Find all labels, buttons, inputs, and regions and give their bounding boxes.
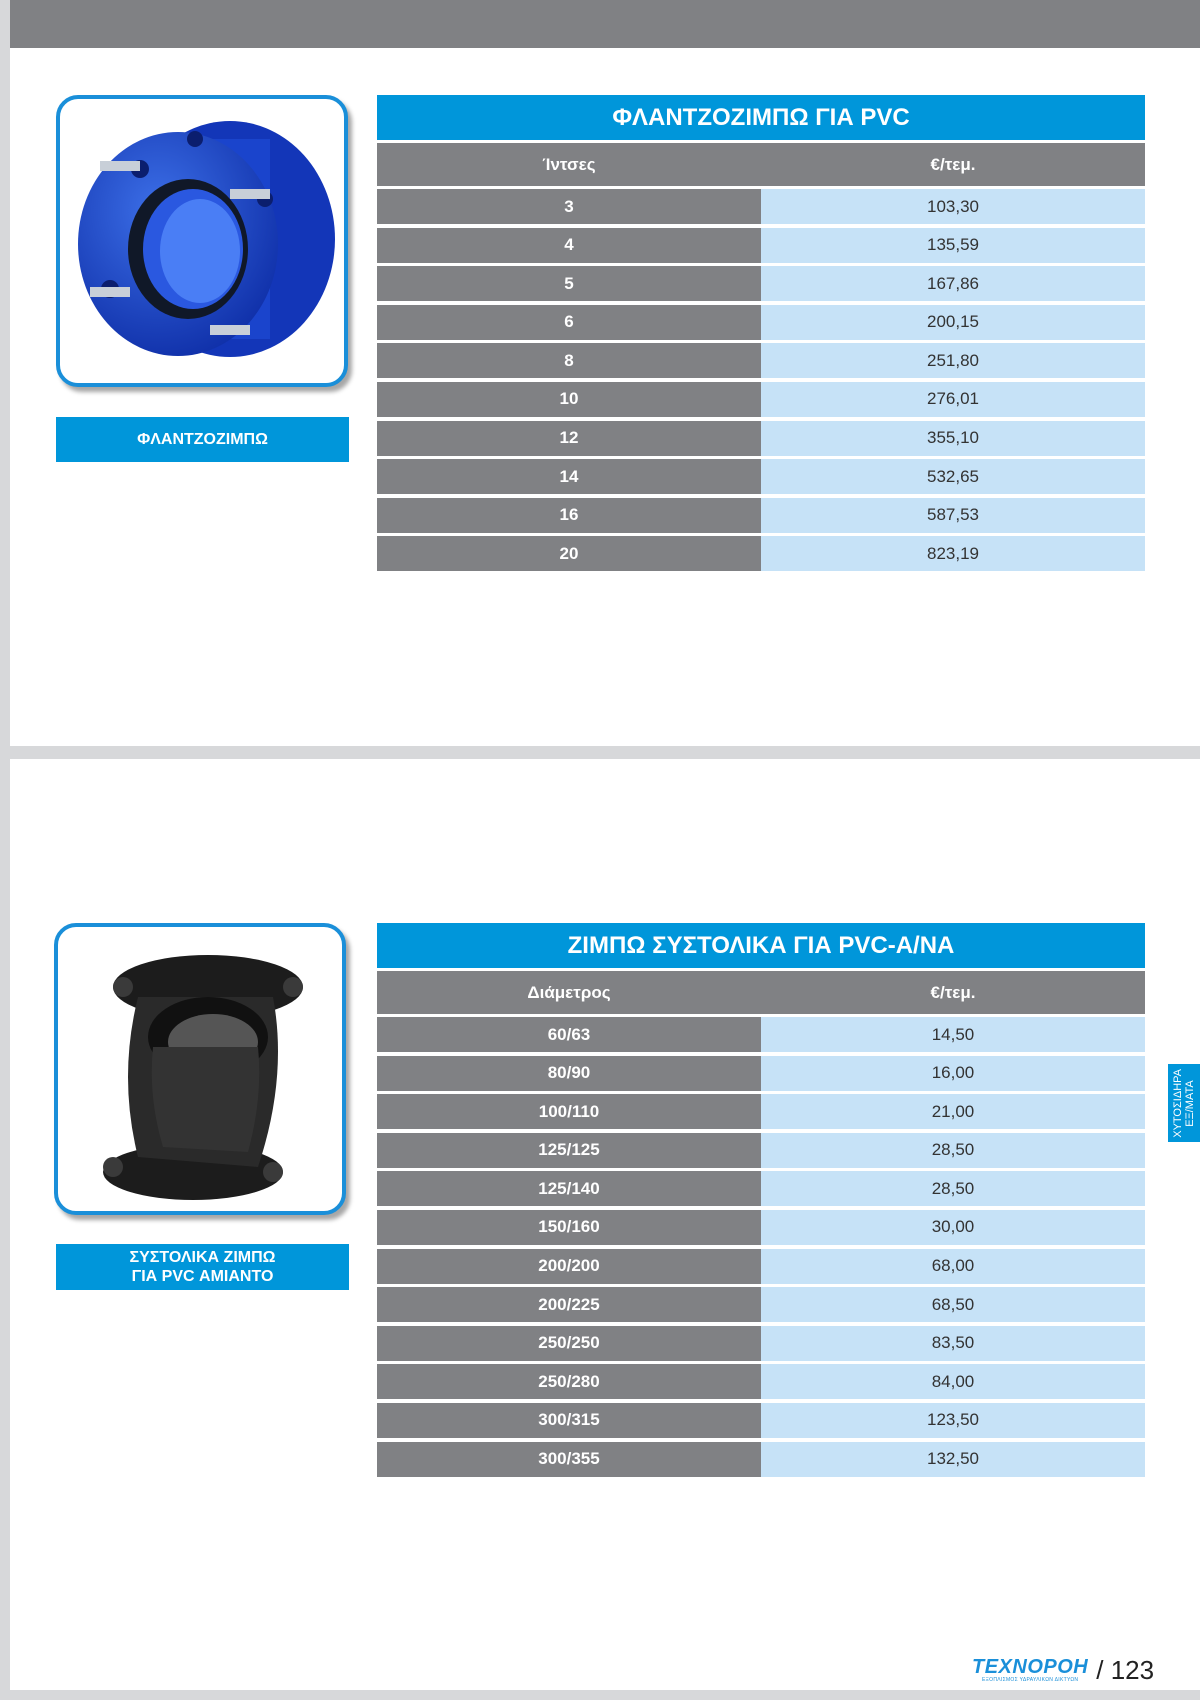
reducing-coupling-photo [54,923,346,1215]
section-tab-label [1172,1069,1196,1138]
price-cell: 68,00 [761,1249,1145,1284]
table-row [377,189,1145,224]
price-cell: 135,59 [761,228,1145,263]
size-cell: 3 [377,189,761,224]
price-table-reducing-coupling [377,923,1145,1480]
price-cell: 30,00 [761,1210,1145,1245]
product-caption-flange-adapter [56,417,349,462]
brand-tagline: ΕΞΟΠΛΙΣΜΟΣ ΥΔΡΑΥΛΙΚΩΝ ΔΙΚΤΥΩΝ [981,1677,1079,1683]
diameter-cell: 125/140 [377,1171,761,1206]
price-cell: 28,50 [761,1133,1145,1168]
diameter-cell: 60/63 [377,1017,761,1052]
diameter-cell: 200/200 [377,1249,761,1284]
price-cell: 68,50 [761,1287,1145,1322]
size-cell: 20 [377,536,761,571]
section-divider [10,746,1200,759]
table-row [377,343,1145,378]
price-cell: 83,50 [761,1326,1145,1361]
brand-name: ΤΕΧΝΟΡΟΗ [972,1656,1089,1678]
table-title: ΖΙΜΠΩ ΣΥΣΤΟΛΙΚΑ ΓΙΑ PVC-A/NA [377,923,1145,968]
price-cell: 103,30 [761,189,1145,224]
caption-line-1: ΦΛΑΝΤΖΟΖΙΜΠΩ [137,431,268,448]
size-cell: 8 [377,343,761,378]
table-title: ΦΛΑΝΤΖΟΖΙΜΠΩ ΓΙΑ PVC [377,95,1145,140]
bottom-bar [0,1690,1200,1700]
page-footer [972,1656,1154,1684]
price-table-flange-adapter [377,95,1145,575]
header-price: €/τεμ. [930,982,976,1002]
size-cell: 5 [377,266,761,301]
price-cell: 587,53 [761,498,1145,533]
size-cell: 4 [377,228,761,263]
table-row [377,1326,1145,1361]
table-row [377,305,1145,340]
brand-logo [972,1657,1088,1684]
table-row [377,536,1145,571]
diameter-cell: 80/90 [377,1056,761,1091]
size-cell: 6 [377,305,761,340]
table-header-row [377,971,1145,1014]
price-cell: 200,15 [761,305,1145,340]
price-cell: 532,65 [761,459,1145,494]
price-cell: 123,50 [761,1403,1145,1438]
page-number-value: 123 [1110,1655,1155,1685]
diameter-cell: 150/160 [377,1210,761,1245]
diameter-cell: 125/125 [377,1133,761,1168]
table-row [377,1442,1145,1477]
table-row [377,421,1145,456]
table-row [377,382,1145,417]
table-row [377,1133,1145,1168]
table-row [377,1249,1145,1284]
price-cell: 84,00 [761,1364,1145,1399]
left-margin-bar [0,0,10,1700]
flange-adapter-icon [60,99,344,383]
page-number [1096,1656,1154,1684]
diameter-cell: 100/110 [377,1094,761,1129]
price-cell: 251,80 [761,343,1145,378]
table-row [377,228,1145,263]
table-row [377,1094,1145,1129]
size-cell: 14 [377,459,761,494]
price-cell: 167,86 [761,266,1145,301]
section-tab-line-2: ΕΞ/ΜΑΤΑ [1184,1079,1196,1127]
table-row [377,498,1145,533]
diameter-cell: 200/225 [377,1287,761,1322]
section-tab-line-1: ΧΥΤΟΣΙΔΗΡΑ [1172,1068,1184,1138]
diameter-cell: 300/315 [377,1403,761,1438]
flange-adapter-photo [56,95,348,387]
price-cell: 14,50 [761,1017,1145,1052]
price-cell: 823,19 [761,536,1145,571]
page-separator: / [1096,1655,1104,1685]
price-cell: 21,00 [761,1094,1145,1129]
table-row [377,1287,1145,1322]
size-cell: 16 [377,498,761,533]
diameter-cell: 250/280 [377,1364,761,1399]
price-cell: 16,00 [761,1056,1145,1091]
caption-line-1: ΣΥΣΤΟΛΙΚΑ ΖΙΜΠΩ [129,1249,276,1266]
diameter-cell: 300/355 [377,1442,761,1477]
diameter-cell: 250/250 [377,1326,761,1361]
caption-line-2: ΓΙΑ PVC ΑΜΙΑΝΤΟ [131,1268,274,1285]
header-size: Ίντσες [542,154,596,174]
product-caption-reducing-coupling [56,1244,349,1290]
table-row [377,459,1145,494]
table-row [377,1210,1145,1245]
price-cell: 132,50 [761,1442,1145,1477]
top-bar [0,0,1200,48]
price-cell: 28,50 [761,1171,1145,1206]
price-cell: 276,01 [761,382,1145,417]
size-cell: 10 [377,382,761,417]
header-diameter: Διάμετρος [527,982,611,1002]
table-row [377,1171,1145,1206]
table-row [377,1403,1145,1438]
price-cell: 355,10 [761,421,1145,456]
table-row [377,1017,1145,1052]
table-header-row [377,143,1145,186]
section-tab[interactable] [1168,1064,1200,1142]
table-row [377,266,1145,301]
header-price: €/τεμ. [930,154,976,174]
table-row [377,1056,1145,1091]
reducing-coupling-icon [58,927,342,1211]
table-row [377,1364,1145,1399]
size-cell: 12 [377,421,761,456]
